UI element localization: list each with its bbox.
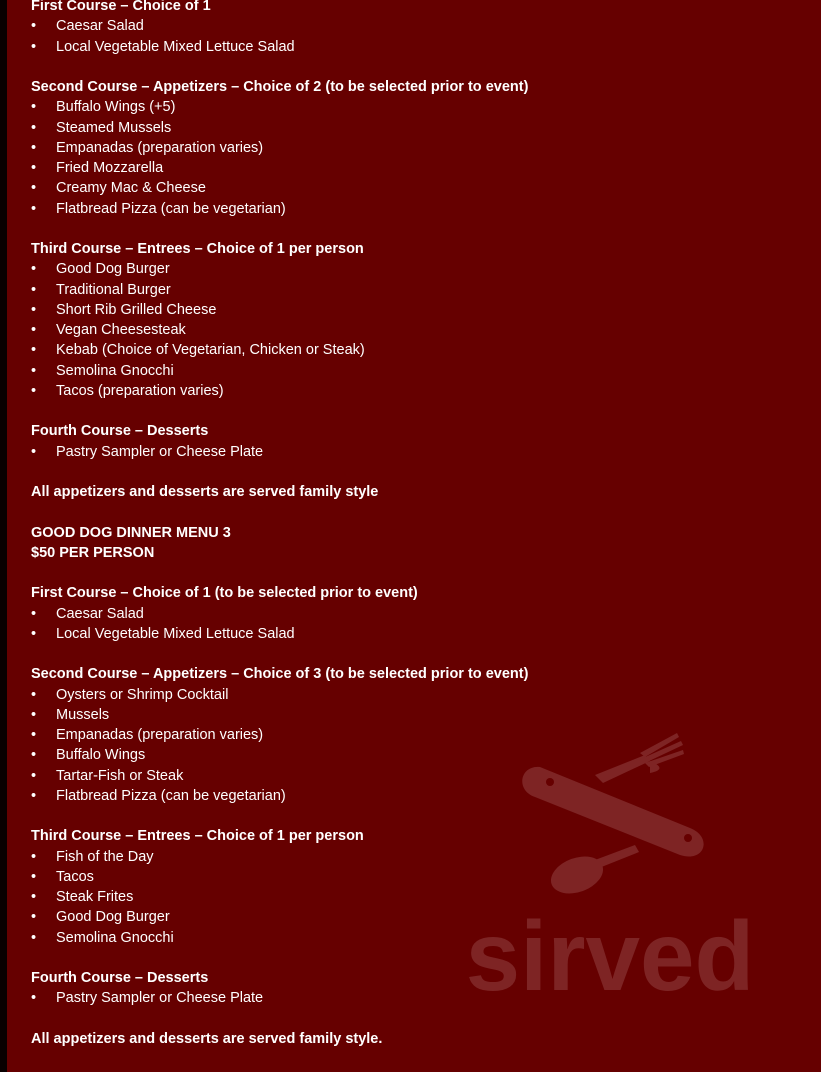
item-text: Caesar Salad xyxy=(56,605,144,622)
section-heading: Second Course – Appetizers – Choice of 3 (to be selected prior to event) xyxy=(31,666,529,683)
list-item xyxy=(31,158,791,178)
section-heading: Second Course – Appetizers – Choice of 2 (to be selected prior to event) xyxy=(31,79,529,95)
list-item xyxy=(31,320,791,340)
section-heading: Third Course – Entrees – Choice of 1 per person xyxy=(31,241,364,257)
item-text: Pastry Sampler or Cheese Plate xyxy=(56,990,264,1007)
menu-section xyxy=(31,523,791,564)
bullet-icon: • xyxy=(31,139,37,156)
list-item xyxy=(31,97,791,117)
bullet-icon: • xyxy=(31,929,37,946)
list-item xyxy=(31,604,791,624)
item-text: Empanadas (preparation varies) xyxy=(56,139,264,156)
sirved-watermark-logo xyxy=(445,725,775,1005)
bullet-icon: • xyxy=(31,909,37,926)
item-text: Good Dog Burger xyxy=(56,261,170,278)
list-item xyxy=(31,685,791,705)
item-text: Creamy Mac & Cheese xyxy=(56,180,206,197)
bullet-icon: • xyxy=(31,605,37,622)
bullet-icon: • xyxy=(31,767,37,784)
item-text: Steak Frites xyxy=(56,889,134,905)
list-item xyxy=(31,340,791,360)
bullet-icon: • xyxy=(31,706,37,723)
section-heading: All appetizers and desserts are served family style. xyxy=(31,1030,383,1047)
item-text: Fried Mozzarella xyxy=(56,160,164,176)
bullet-icon: • xyxy=(31,119,37,136)
item-text: Oysters or Shrimp Cocktail xyxy=(56,686,229,703)
list-item xyxy=(31,16,791,36)
bullet-icon: • xyxy=(31,382,37,399)
bullet-icon: • xyxy=(31,990,37,1007)
menu-section xyxy=(31,239,791,401)
section-heading: All appetizers and desserts are served family style xyxy=(31,484,379,500)
item-text: Empanadas (preparation varies) xyxy=(56,727,264,743)
list-item xyxy=(31,118,791,138)
bullet-icon: • xyxy=(31,787,37,804)
menu-section xyxy=(31,0,791,57)
bullet-icon: • xyxy=(31,868,37,885)
bullet-icon: • xyxy=(31,281,37,298)
item-text: Flatbread Pizza (can be vegetarian) xyxy=(56,200,286,217)
bullet-icon: • xyxy=(31,261,37,278)
bullet-icon: • xyxy=(31,18,37,35)
list-item xyxy=(31,259,791,279)
bullet-icon: • xyxy=(31,443,37,460)
item-text: Traditional Burger xyxy=(56,281,171,298)
menu-section xyxy=(31,1029,791,1049)
section-heading: Third Course – Entrees – Choice of 1 per person xyxy=(31,828,364,845)
item-text: Flatbread Pizza (can be vegetarian) xyxy=(56,787,286,804)
menu-section xyxy=(31,421,791,462)
bullet-icon: • xyxy=(31,727,37,743)
item-text: Pastry Sampler or Cheese Plate xyxy=(56,443,264,460)
list-item xyxy=(31,624,791,644)
bullet-icon: • xyxy=(31,160,37,176)
list-item xyxy=(31,381,791,401)
section-heading: Fourth Course – Desserts xyxy=(31,423,209,440)
item-text: Buffalo Wings xyxy=(56,747,146,764)
list-item xyxy=(31,280,791,300)
list-item xyxy=(31,300,791,320)
list-item xyxy=(31,178,791,198)
item-text: Good Dog Burger xyxy=(56,909,170,926)
bullet-icon: • xyxy=(31,625,37,642)
item-text: Steamed Mussels xyxy=(56,119,172,136)
menu-section xyxy=(31,482,791,502)
bullet-icon: • xyxy=(31,747,37,764)
section-heading: First Course – Choice of 1 (to be selected prior to event) xyxy=(31,585,418,602)
bullet-icon: • xyxy=(31,200,37,217)
list-item xyxy=(31,442,791,462)
item-text: Tacos xyxy=(56,868,94,885)
item-text: Buffalo Wings (+5) xyxy=(56,99,176,116)
list-item xyxy=(31,705,791,725)
watermark-text: sirved xyxy=(465,901,755,1005)
item-text: Vegan Cheesesteak xyxy=(56,322,186,338)
list-item xyxy=(31,199,791,219)
bullet-icon: • xyxy=(31,38,37,55)
section-heading: $50 PER PERSON xyxy=(31,544,155,561)
menu-section xyxy=(31,77,791,219)
bullet-icon: • xyxy=(31,889,37,905)
list-item xyxy=(31,37,791,57)
item-text: Local Vegetable Mixed Lettuce Salad xyxy=(56,625,295,642)
bullet-icon: • xyxy=(31,362,37,379)
item-text: Tacos (preparation varies) xyxy=(56,382,224,399)
bullet-icon: • xyxy=(31,301,37,318)
list-item xyxy=(31,361,791,381)
left-edge-border xyxy=(0,0,7,1072)
item-text: Mussels xyxy=(56,706,110,723)
item-text: Semolina Gnocchi xyxy=(56,362,174,379)
section-heading: Fourth Course – Desserts xyxy=(31,970,209,986)
bullet-icon: • xyxy=(31,99,37,116)
bullet-icon: • xyxy=(31,848,37,865)
item-text: Semolina Gnocchi xyxy=(56,929,174,946)
item-text: Kebab (Choice of Vegetarian, Chicken or Steak) xyxy=(56,342,365,359)
item-text: Local Vegetable Mixed Lettuce Salad xyxy=(56,38,295,55)
item-text: Caesar Salad xyxy=(56,18,144,35)
item-text: Tartar-Fish or Steak xyxy=(56,767,184,784)
bullet-icon: • xyxy=(31,686,37,703)
item-text: Short Rib Grilled Cheese xyxy=(56,301,217,318)
section-heading: GOOD DOG DINNER MENU 3 xyxy=(31,524,231,541)
bullet-icon: • xyxy=(31,342,37,359)
list-item xyxy=(31,138,791,158)
section-heading: First Course – Choice of 1 xyxy=(31,0,211,14)
item-text: Fish of the Day xyxy=(56,848,154,865)
bullet-icon: • xyxy=(31,180,37,197)
bullet-icon: • xyxy=(31,322,37,338)
menu-section xyxy=(31,583,791,644)
